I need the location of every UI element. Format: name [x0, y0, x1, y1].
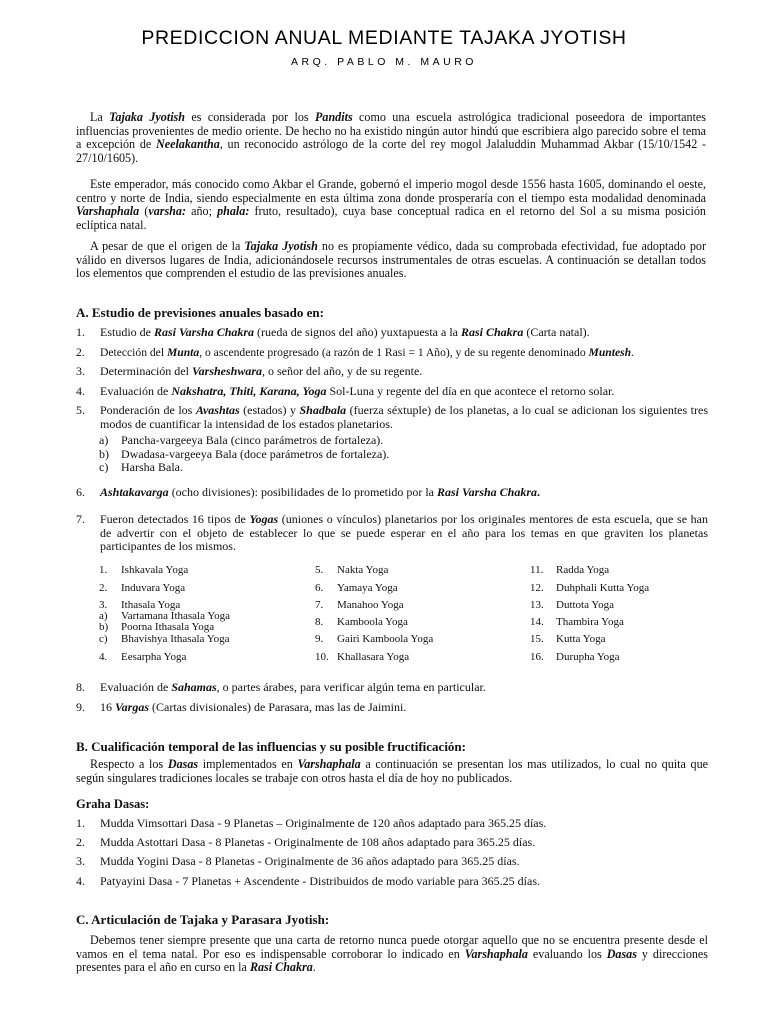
yoga-list-item: 10. Khallasara Yoga	[315, 651, 410, 663]
yoga-list-subitem: b) Poorna Ithasala Yoga	[99, 621, 215, 633]
section-b-paragraph: Respecto a los Dasas implementados en Varshaphala a continuación se presentan los mas utilizados, lo cual no quita que según singulares tradiciones locales se trabaje con otros hasta el día de hoy no publicados.	[76, 757, 708, 785]
section-a-subitem-c: c) Harsha Bala.	[99, 460, 183, 474]
section-a-item-5: 5. Ponderación de los Avashtas (estados) y Shadbala (fuerza séxtuple) de los planetas, a lo cual se adicionan los siguientes tres modos de cuantificar la intensidad de los estados planetarios.	[76, 403, 708, 431]
section-a-item-7: 7. Fueron detectados 16 tipos de Yogas (uniones o vínculos) planetarios por los originales mentores de esta escuela, que se han de advertir con el objeto de establecer lo que se puede esperar en el año para los temas en que graviten los planetas participantes de los mismos.	[76, 512, 708, 553]
intro-paragraph-2: Este emperador, más conocido como Akbar el Grande, gobernó el imperio mogol desde 1556 hasta 1605, dominando el oeste, centro y norte de India, siendo especialmente en esta última zona donde prosperaría con el tiempo esta modalidad denominada Varshaphala (varsha: año; phala: fruto, resultado), cuya base conceptual radica en el retorno del Sol a su misma posición eclíptica natal.	[76, 177, 706, 232]
yoga-list-item: 1. Ishkavala Yoga	[99, 564, 189, 576]
section-c-heading: C. Articulación de Tajaka y Parasara Jyotish:	[76, 912, 330, 927]
document-author: ARQ. PABLO M. MAURO	[291, 56, 477, 68]
yoga-list-item: 2. Induvara Yoga	[99, 582, 186, 594]
yoga-list-subitem: a) Vartamana Ithasala Yoga	[99, 610, 231, 622]
yoga-list-item: 15. Kutta Yoga	[530, 633, 606, 645]
section-a-item-8: 8. Evaluación de Sahamas, o partes árabes, para verificar algún tema en particular.	[76, 680, 486, 694]
yoga-list-item: 11. Radda Yoga	[530, 564, 610, 576]
yoga-list-item: 9. Gairi Kamboola Yoga	[315, 633, 434, 645]
intro-paragraph-3: A pesar de que el origen de la Tajaka Jyotish no es propiamente védico, dada su comprobada efectividad, fue adoptado por válido en diversos lugares de India, adicionándosele recursos instrumentales de otras escuelas. A continuación se detallan todos los elementos que comprenden el estudio de las previsiones anuales.	[76, 239, 706, 280]
section-a-item-2: 2. Detección del Munta, o ascendente progresado (a razón de 1 Rasi = 1 Año), y de su regente denominado Muntesh.	[76, 346, 634, 359]
section-a-item-9: 9. 16 Vargas (Cartas divisionales) de Parasara, mas las de Jaimini.	[76, 700, 407, 714]
yoga-list-item: 5. Nakta Yoga	[315, 564, 389, 576]
graha-dasa-item-1: 1. Mudda Vimsottari Dasa - 9 Planetas – Originalmente de 120 años adaptado para 365.25 días.	[76, 816, 547, 830]
section-a-subitem-b: b) Dwadasa-vargeeya Bala (doce parámetros de fortaleza).	[99, 447, 390, 461]
yoga-list-item: 8. Kamboola Yoga	[315, 616, 408, 628]
graha-dasa-item-2: 2. Mudda Astottari Dasa - 8 Planetas - Originalmente de 108 años adaptado para 365.25 días.	[76, 835, 536, 849]
graha-dasa-item-3: 3. Mudda Yogini Dasa - 8 Planetas - Originalmente de 36 años adaptado para 365.25 días.	[76, 854, 520, 868]
yoga-list-item: 7. Manahoo Yoga	[315, 599, 404, 611]
intro-paragraph-1: La Tajaka Jyotish es considerada por los Pandits como una escuela astrológica tradicional poseedora de importantes influencias provenientes de medio oriente. De hecho no ha existido ningún autor hindú que escribiera algo parecido sobre el tema a excepción de Neelakantha, un reconocido astrólogo de la corte del rey mogol Jalaluddin Muhammad Akbar (15/10/1542 - 27/10/1605).	[76, 110, 707, 165]
document-title: PREDICCION ANUAL MEDIANTE TAJAKA JYOTISH	[141, 27, 627, 49]
yoga-list-item: 3. Ithasala Yoga	[99, 599, 181, 611]
section-a-item-6: 6. Ashtakavarga (ocho divisiones): posibilidades de lo prometido por la Rasi Varsha Chakra.	[76, 485, 541, 499]
graha-dasas-subheading: Graha Dasas:	[76, 797, 150, 811]
section-a-item-4: 4. Evaluación de Nakshatra, Thiti, Karana, Yoga Sol-Luna y regente del día en que acontece el retorno solar.	[76, 384, 615, 398]
section-b-heading: B. Cualificación temporal de las influencias y su posible fructificación:	[76, 739, 466, 754]
section-a-item-1: 1. Estudio de Rasi Varsha Chakra (rueda de signos del año) yuxtapuesta a la Rasi Chakra (Carta natal).	[76, 325, 590, 339]
yoga-list-item: 4. Eesarpha Yoga	[99, 651, 187, 663]
yoga-list-subitem: c) Bhavishya Ithasala Yoga	[99, 633, 230, 645]
section-a-item-3: 3. Determinación del Varsheshwara, o señor del año, y de su regente.	[76, 364, 423, 378]
section-c-paragraph: Debemos tener siempre presente que una carta de retorno nunca puede otorgar aquello que no se encuentra presente desde el vamos en el tema natal. Por eso es indispensable corroborar lo indicado en Varshaphala evaluando los Dasas y direcciones presentes para el año en curso en la Rasi Chakra.	[76, 933, 708, 974]
section-a-heading: A. Estudio de previsiones anuales basado en:	[76, 305, 324, 320]
yoga-list-item: 16. Durupha Yoga	[530, 651, 620, 663]
section-a-subitem-a: a) Pancha-vargeeya Bala (cinco parámetros de fortaleza).	[99, 433, 384, 447]
yoga-list-item: 14. Thambira Yoga	[530, 616, 624, 628]
yoga-list-item: 6. Yamaya Yoga	[315, 582, 398, 594]
graha-dasa-item-4: 4. Patyayini Dasa - 7 Planetas + Ascendente - Distribuidos de modo variable para 365.25 días.	[76, 874, 540, 888]
yoga-list-item: 13. Duttota Yoga	[530, 599, 615, 611]
yoga-list-item: 12. Duhphali Kutta Yoga	[530, 582, 650, 594]
